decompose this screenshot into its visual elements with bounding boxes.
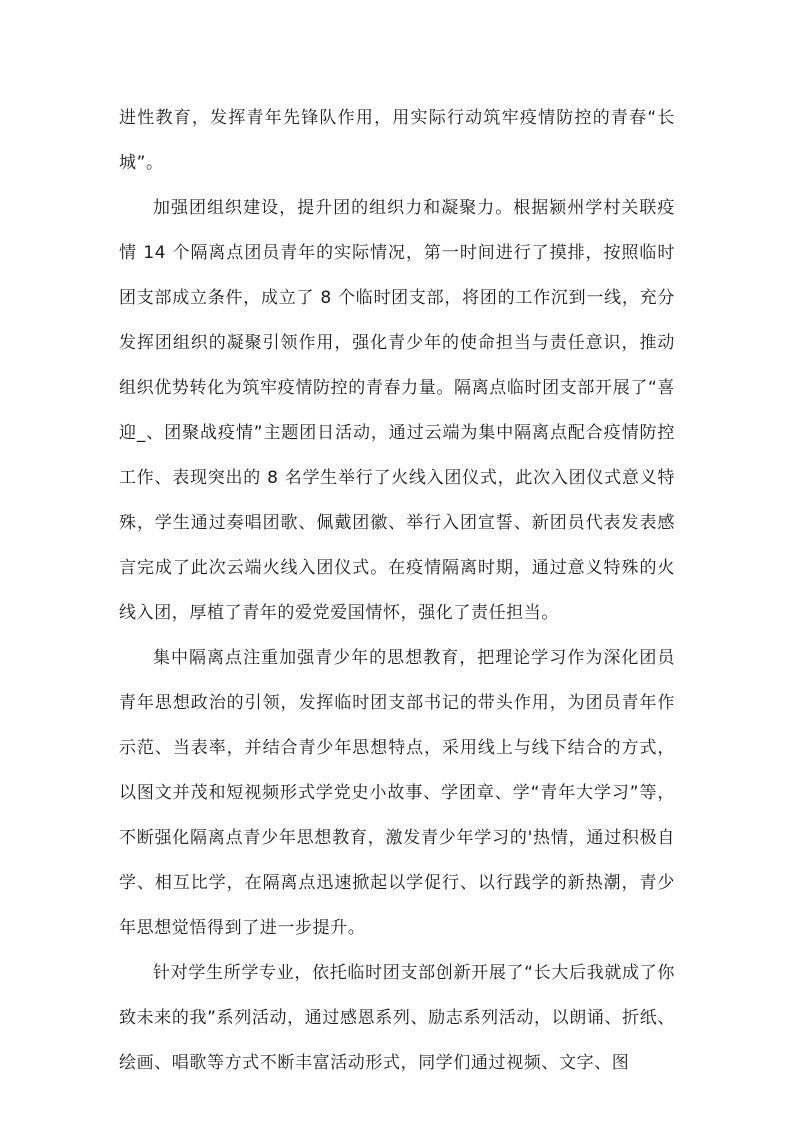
paragraph-continuation: 进性教育，发挥青年先锋队作用，用实际行动筑牢疫情防控的青春“长城”。	[119, 108, 675, 173]
document-page	[119, 96, 675, 1086]
paragraph-series-activities: 针对学生所学专业，依托临时团支部创新开展了“长大后我就成了你致未来的我”系列活动，通过感恩系列、励志系列活动，以朗诵、折纸、绘画、唱歌等方式不断丰富活动形式，同学们通过视频、文字、图	[119, 963, 675, 1073]
paragraph-organization-building: 加强团组织建设，提升团的组织力和凝聚力。根据颍州学村关联疫情 14 个隔离点团员青年的实际情况，第一时间进行了摸排，按照临时团支部成立条件，成立了 8 个临时团支部，将团的工作沉到一线，充分发挥团组织的凝聚引领作用，强化青少年的使命担当与责任意识，推动组织优势转化为筑牢疫情防控的青春力量。隔离点临时团支部开展了“喜迎_、团聚战疫情”主题团日活动，通过云端为集中隔离点配合疫情防控工作、表现突出的 8 名学生举行了火线入团仪式，此次入团仪式意义特殊，学生通过奏唱团歌、佩戴团徽、举行入团宣誓、新团员代表发表感言完成了此次云端火线入团仪式。在疫情隔离时期，通过意义特殊的火线入团，厚植了青年的爱党爱国情怀，强化了责任担当。	[119, 198, 675, 623]
paragraph-ideological-education: 集中隔离点注重加强青少年的思想教育，把理论学习作为深化团员青年思想政治的引领，发挥临时团支部书记的带头作用，为团员青年作示范、当表率，并结合青少年思想特点，采用线上与线下结合的方式，以图文并茂和短视频形式学党史小故事、学团章、学“青年大学习”等，不断强化隔离点青少年思想教育，激发青少年学习的'热情，通过积极自学、相互比学，在隔离点迅速掀起以学促行、以行践学的新热潮，青少年思想觉悟得到了进一步提升。	[119, 648, 675, 938]
